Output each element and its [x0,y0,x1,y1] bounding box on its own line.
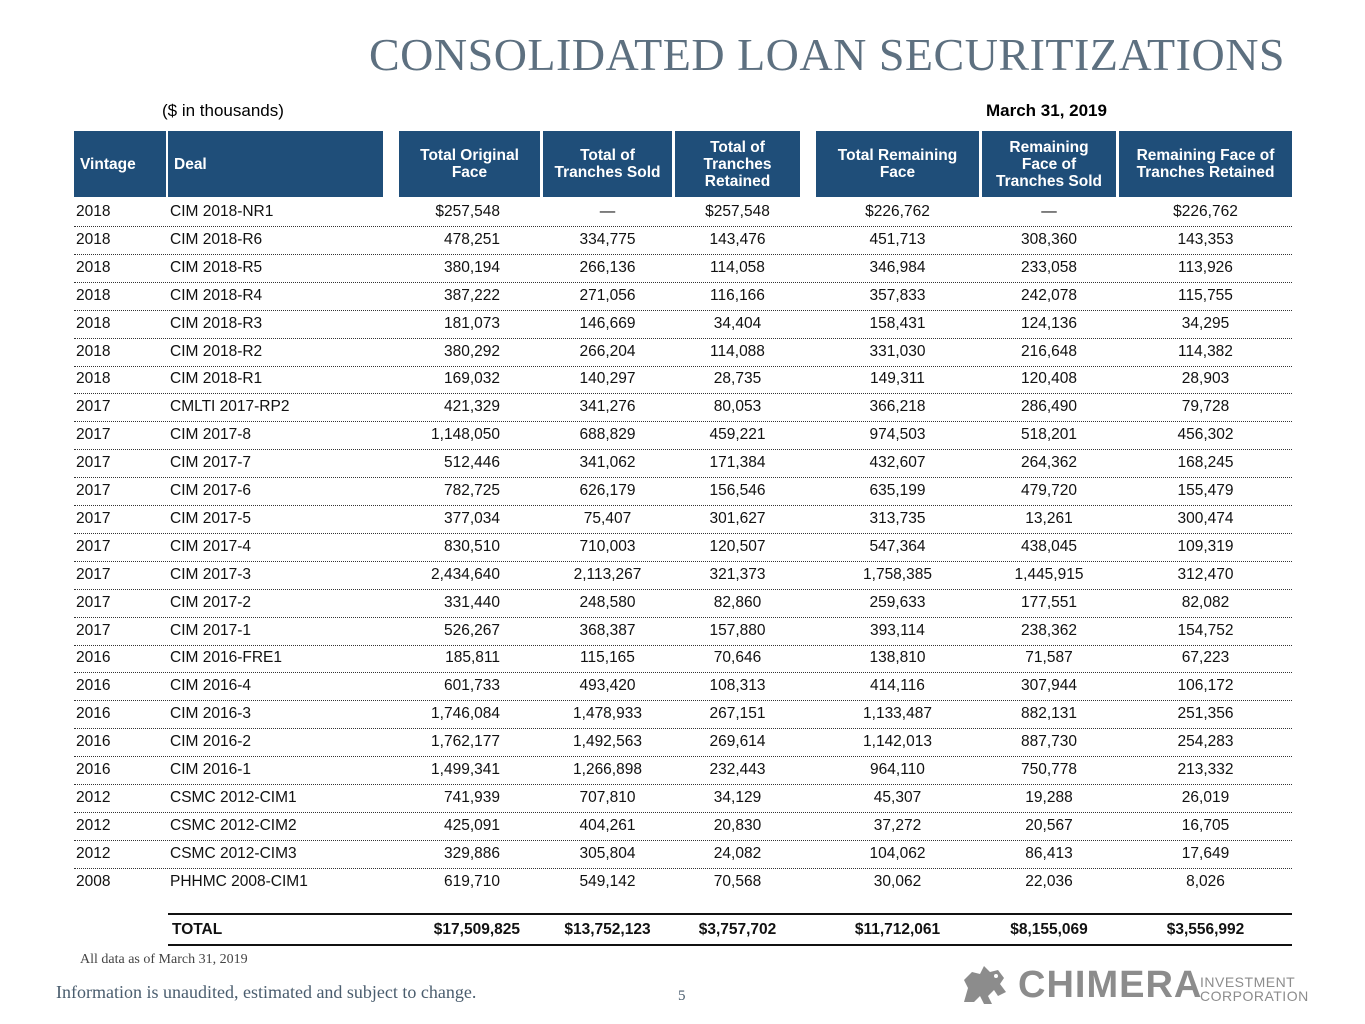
cell-vintage: 2016 [76,649,111,667]
cell-vintage: 2018 [76,342,111,360]
cell-vintage: 2017 [76,621,111,639]
cell-deal: CIM 2017-8 [170,426,251,444]
total-rem-face: $11,712,061 [854,921,941,938]
cell-deal: CMLTI 2017-RP2 [170,398,290,416]
cell-deal: CIM 2017-1 [170,621,251,639]
total-label: TOTAL [172,921,223,938]
cell-rem-sold: 887,730 [1020,733,1078,751]
cell-rem-retained: 8,026 [1186,872,1225,890]
cell-retained: 157,880 [709,621,766,639]
cell-vintage: 2017 [76,593,111,611]
table-row [74,841,1292,869]
cell-orig-face: 380,194 [443,258,500,276]
cell-deal: CIM 2018-R6 [170,230,263,248]
cell-rem-retained: 82,082 [1181,593,1230,611]
cell-vintage: 2008 [76,872,111,890]
cell-rem-retained: 312,470 [1177,565,1234,583]
cell-rem-face: $226,762 [865,203,930,220]
cell-rem-face: 974,503 [869,426,926,444]
cell-sold: 707,810 [579,788,636,806]
cell-rem-sold: 438,045 [1020,537,1078,555]
cell-rem-sold: 22,036 [1025,872,1073,890]
footnote: All data as of March 31, 2019 [80,952,248,967]
cell-rem-sold: 120,408 [1020,370,1078,388]
cell-sold: 1,492,563 [573,733,642,751]
cell-retained: 34,129 [713,788,762,806]
cell-rem-retained: 254,283 [1177,733,1234,751]
table-row [74,869,1292,896]
total-orig-face: $17,509,825 [433,921,520,938]
table-row [74,701,1292,729]
cell-rem-retained: 213,332 [1177,761,1234,778]
header-rem-sold: Remaining Face of Tranches Sold [982,131,1116,197]
cell-vintage: 2018 [76,370,111,388]
table-row [74,255,1292,283]
cell-sold: 493,420 [579,677,636,695]
cell-rem-retained: 114,382 [1178,342,1233,360]
cell-deal: CIM 2018-R5 [170,258,263,276]
cell-vintage: 2016 [76,761,111,778]
cell-orig-face: 1,746,084 [431,705,500,723]
total-rem-retained: $3,556,992 [1166,921,1245,938]
cell-retained: 114,058 [710,258,765,276]
cell-orig-face: 741,939 [443,788,500,806]
cell-rem-retained: 115,755 [1178,286,1233,304]
cell-sold: 271,056 [579,286,636,304]
cell-vintage: 2017 [76,565,111,583]
cell-sold: 334,775 [579,230,636,248]
cell-rem-face: 635,199 [869,482,926,499]
chimera-icon [958,962,1012,1006]
table-row [74,590,1292,618]
header-sold: Total of Tranches Sold [543,131,672,197]
cell-orig-face: 526,267 [443,621,500,639]
cell-deal: CSMC 2012-CIM3 [170,844,297,862]
table-row [74,534,1292,562]
cell-vintage: 2016 [76,677,111,695]
cell-rem-sold: 177,551 [1020,593,1078,611]
cell-sold: 305,804 [579,844,636,862]
cell-deal: CIM 2018-R1 [170,370,263,388]
table-row [74,618,1292,646]
cell-rem-face: 313,735 [869,509,926,527]
cell-rem-face: 45,307 [873,788,922,806]
cell-retained: 171,384 [709,454,766,472]
cell-orig-face: 830,510 [443,537,500,555]
cell-retained: 267,151 [709,705,766,723]
cell-orig-face: 169,032 [443,370,500,388]
total-sold: $13,752,123 [564,921,651,938]
cell-rem-retained: 300,474 [1177,509,1234,527]
cell-rem-sold: 308,360 [1020,230,1078,248]
cell-orig-face: 619,710 [443,872,500,890]
cell-rem-retained: 79,728 [1181,398,1230,416]
cell-sold: 341,062 [579,454,636,472]
cell-sold: 2,113,267 [573,565,642,583]
cell-rem-face: 30,062 [873,872,922,890]
cell-sold: 710,003 [579,537,636,555]
cell-orig-face: 380,292 [443,342,500,360]
cell-orig-face: 425,091 [443,816,500,834]
cell-rem-sold: 20,567 [1025,816,1073,834]
cell-rem-retained: 34,295 [1181,314,1230,332]
cell-sold: 115,165 [580,649,635,667]
header-retained: Total of Tranches Retained [675,131,800,197]
cell-orig-face: 512,446 [443,454,500,472]
cell-rem-face: 259,633 [869,593,926,611]
cell-rem-face: 331,030 [869,342,926,360]
cell-deal: CIM 2018-R2 [170,342,263,360]
cell-deal: CIM 2016-3 [170,705,251,723]
cell-vintage: 2016 [76,733,111,751]
cell-sold: 549,142 [579,872,636,890]
table-row [74,227,1292,255]
cell-vintage: 2017 [76,537,111,555]
logo-wordmark: CHIMERA [1018,964,1203,1006]
cell-retained: 459,221 [709,426,766,444]
cell-sold: 368,387 [579,621,636,639]
cell-deal: CIM 2018-NR1 [170,203,274,220]
page-title: CONSOLIDATED LOAN SECURITIZATIONS [368,29,1285,80]
cell-retained: 301,627 [709,509,766,527]
cell-retained: 70,568 [713,872,762,890]
date-header: March 31, 2019 [986,101,1107,120]
cell-rem-retained: 143,353 [1177,230,1234,248]
cell-vintage: 2018 [76,203,111,220]
cell-rem-sold: 479,720 [1020,482,1078,499]
cell-rem-sold: 71,587 [1025,649,1073,667]
cell-sold: 1,478,933 [573,705,642,723]
logo-subtitle-2: CORPORATION [1200,988,1309,1004]
cell-rem-sold: 1,445,915 [1014,565,1084,583]
cell-rem-sold: — [1041,203,1057,220]
cell-retained: 28,735 [713,370,762,388]
cell-rem-face: 964,110 [870,761,925,778]
cell-rem-retained: 17,649 [1181,844,1230,862]
cell-sold: 341,276 [579,398,636,416]
cell-orig-face: 387,222 [443,286,500,304]
cell-rem-retained: 106,172 [1177,677,1234,695]
cell-deal: CIM 2016-1 [170,761,251,778]
disclaimer: Information is unaudited, estimated and subject to change. [56,982,477,1002]
cell-orig-face: 329,886 [443,844,500,862]
cell-rem-face: 37,272 [873,816,922,834]
header-rem-retained: Remaining Face of Tranches Retained [1119,131,1292,197]
cell-vintage: 2017 [76,454,111,472]
cell-rem-sold: 242,078 [1020,286,1078,304]
cell-rem-sold: 13,261 [1025,509,1073,527]
table-row [74,394,1292,422]
cell-vintage: 2017 [76,426,111,444]
cell-retained: 70,646 [713,649,762,667]
cell-vintage: 2012 [76,788,111,806]
cell-orig-face: 421,329 [443,398,500,416]
cell-retained: $257,548 [705,203,770,220]
table-row [74,562,1292,590]
cell-rem-sold: 307,944 [1020,677,1078,695]
table-row [74,366,1292,394]
cell-rem-retained: $226,762 [1173,203,1238,220]
cell-orig-face: 331,440 [443,593,500,611]
cell-retained: 321,373 [709,565,766,583]
cell-rem-face: 138,810 [869,649,926,667]
cell-deal: CIM 2016-4 [170,677,251,695]
cell-retained: 232,443 [709,761,766,778]
cell-rem-retained: 67,223 [1181,649,1230,667]
cell-retained: 24,082 [713,844,762,862]
units-label: ($ in thousands) [162,101,284,120]
cell-sold: 146,669 [579,314,636,332]
cell-sold: 626,179 [579,482,636,499]
cell-rem-face: 1,142,013 [863,733,932,751]
cell-sold: 140,297 [579,370,636,388]
cell-orig-face: 601,733 [443,677,500,695]
cell-rem-retained: 28,903 [1181,370,1230,388]
cell-deal: CSMC 2012-CIM1 [170,788,297,806]
table-row [74,339,1292,367]
table-row [74,450,1292,478]
cell-rem-sold: 518,201 [1020,426,1078,444]
cell-vintage: 2018 [76,230,111,248]
cell-rem-retained: 154,752 [1177,621,1234,639]
cell-vintage: 2017 [76,398,111,416]
table-row [74,478,1292,506]
table-row [74,645,1292,673]
cell-vintage: 2012 [76,844,111,862]
cell-vintage: 2017 [76,482,111,499]
table-row [74,813,1292,841]
cell-rem-face: 547,364 [869,537,926,555]
total-rem-sold: $8,155,069 [1010,921,1088,938]
cell-rem-retained: 16,705 [1181,816,1230,834]
cell-deal: CIM 2016-2 [170,733,251,751]
table-row [74,311,1292,339]
cell-rem-face: 1,133,487 [863,705,932,723]
cell-rem-face: 149,311 [870,370,925,388]
cell-retained: 80,053 [713,398,762,416]
cell-orig-face: 185,811 [445,649,500,667]
cell-retained: 156,546 [709,482,766,499]
cell-rem-sold: 19,288 [1025,788,1073,806]
page-number: 5 [678,988,686,1004]
cell-rem-sold: 286,490 [1020,398,1078,416]
cell-rem-face: 346,984 [869,258,926,276]
table-row [74,757,1292,785]
cell-rem-retained: 456,302 [1177,426,1234,444]
cell-retained: 20,830 [713,816,762,834]
cell-retained: 120,507 [709,537,766,555]
cell-rem-sold: 238,362 [1020,621,1078,639]
cell-orig-face: 478,251 [443,230,500,248]
cell-retained: 143,476 [709,230,766,248]
cell-sold: 248,580 [579,593,636,611]
cell-vintage: 2018 [76,258,111,276]
cell-rem-retained: 155,479 [1177,482,1234,499]
cell-orig-face: $257,548 [435,203,500,220]
cell-retained: 116,166 [710,286,765,304]
cell-rem-face: 366,218 [869,398,926,416]
cell-rem-face: 1,758,385 [863,565,932,583]
total-row [168,913,1292,946]
header-vintage: Vintage [74,131,166,197]
cell-retained: 34,404 [713,314,762,332]
cell-orig-face: 1,762,177 [431,733,500,751]
cell-deal: CIM 2017-3 [170,565,251,583]
cell-rem-retained: 113,926 [1178,258,1233,276]
cell-rem-face: 432,607 [869,454,926,472]
cell-deal: CIM 2018-R3 [170,314,263,332]
cell-deal: CIM 2016-FRE1 [170,649,282,667]
cell-vintage: 2016 [76,705,111,723]
cell-rem-retained: 251,356 [1177,705,1234,723]
cell-rem-retained: 168,245 [1177,454,1234,472]
cell-rem-face: 357,833 [869,286,926,304]
cell-rem-face: 451,713 [869,230,926,248]
cell-deal: CIM 2018-R4 [170,286,263,304]
cell-rem-sold: 264,362 [1020,454,1078,472]
header-orig-face: Total Original Face [399,131,540,197]
table-row [74,673,1292,701]
cell-sold: 266,204 [579,342,636,360]
cell-rem-sold: 216,648 [1020,342,1078,360]
table-row [74,506,1292,534]
table-row [74,199,1292,227]
table-row [74,283,1292,311]
cell-sold: 75,407 [583,509,632,527]
cell-sold: 404,261 [579,816,636,834]
cell-sold: 266,136 [579,258,636,276]
cell-orig-face: 181,073 [443,314,500,332]
total-retained: $3,757,702 [698,921,777,938]
cell-rem-face: 414,116 [870,677,925,695]
cell-retained: 108,313 [709,677,766,695]
logo-subtitle-1: INVESTMENT [1200,974,1296,990]
cell-orig-face: 2,434,640 [431,565,500,583]
cell-vintage: 2017 [76,509,111,527]
cell-deal: CIM 2017-2 [170,593,251,611]
cell-vintage: 2018 [76,314,111,332]
header-deal: Deal [168,131,383,197]
cell-vintage: 2018 [76,286,111,304]
cell-rem-face: 104,062 [869,844,926,862]
cell-deal: CIM 2017-5 [170,509,251,527]
cell-deal: CIM 2017-7 [170,454,251,472]
cell-rem-sold: 882,131 [1020,705,1078,723]
cell-deal: PHHMC 2008-CIM1 [170,872,308,890]
cell-rem-sold: 233,058 [1020,258,1078,276]
cell-retained: 269,614 [709,733,766,751]
cell-rem-sold: 86,413 [1025,844,1073,862]
cell-sold: 688,829 [579,426,636,444]
cell-retained: 82,860 [713,593,762,611]
cell-rem-sold: 124,136 [1020,314,1078,332]
cell-rem-retained: 109,319 [1177,537,1234,555]
cell-retained: 114,088 [710,342,765,360]
cell-deal: CSMC 2012-CIM2 [170,816,297,834]
cell-orig-face: 377,034 [443,509,500,527]
table-row [74,729,1292,757]
cell-sold: — [599,203,616,220]
cell-orig-face: 1,499,341 [431,761,500,778]
cell-sold: 1,266,898 [573,761,642,778]
cell-orig-face: 782,725 [443,482,500,499]
cell-rem-face: 158,431 [869,314,926,332]
company-logo [958,960,1328,1010]
cell-orig-face: 1,148,050 [431,426,500,444]
cell-rem-sold: 750,778 [1020,761,1078,778]
cell-deal: CIM 2017-4 [170,537,251,555]
cell-vintage: 2012 [76,816,111,834]
cell-rem-face: 393,114 [870,621,925,639]
table-row [74,785,1292,813]
header-rem-face: Total Remaining Face [816,131,979,197]
cell-deal: CIM 2017-6 [170,482,251,499]
table-row [74,422,1292,450]
cell-rem-retained: 26,019 [1181,788,1230,806]
